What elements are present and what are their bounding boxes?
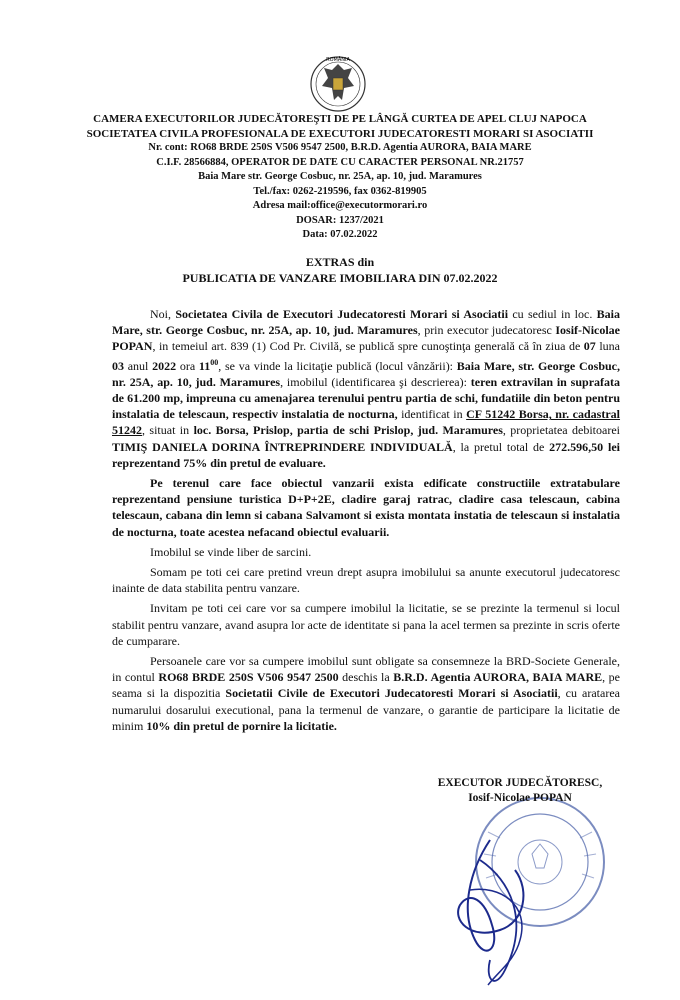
title-line: EXTRAS din (305, 255, 375, 269)
signatory-role: EXECUTOR JUDECĂTORESC, (437, 777, 603, 789)
paragraph-guarantee: Persoanele care vor sa cumpere imobilul sunt obligate sa consemneze la BRD-Societe Generale, in contul RO68 BRDE 250S V506 9547 2500 deschis la B.R.D. Agentia AURORA, BAIA MARE, pe seama si la dispozitia Societatii Civile de Executori Judecatoresti Morari si Asociatii, cu aratarea numarului dosarului executional, pana la termenul de vanzare, o garantie de participare la licitatie de minim 10% din pretul de pornire la licitatie. (112, 654, 620, 733)
coat-of-arms-icon (308, 52, 368, 114)
letterhead-line: DOSAR: 1237/2021 (296, 214, 384, 226)
letterhead-line: Baia Mare str. George Cosbuc, nr. 25A, ap. 10, jud. Maramures (198, 171, 482, 182)
letterhead (0, 112, 680, 243)
crest-label: ROMÂNIA (326, 57, 350, 63)
signature-block (400, 776, 640, 806)
handwritten-signature-icon (430, 830, 580, 1000)
letterhead-line: Tel./fax: 0262-219596, fax 0362-819905 (253, 185, 427, 197)
title-line: PUBLICATIA DE VANZARE IMOBILIARA DIN 07.02.2022 (182, 271, 498, 285)
signatory-name: Iosif-Nicolae POPAN (468, 792, 572, 804)
paragraph-announcement: Noi, Societatea Civila de Executori Judecatoresti Morari si Asociatii cu sediul in loc. Baia Mare, str. George Cosbuc, nr. 25A, ap. 10, jud. Maramures, prin executor judecatoresc Iosif-Nicolae POPAN, in temeiul art. 839 (1) Cod Pr. Civilă, se publică spre cunoştinţa generală că în ziua de 07 luna 03 anul 2022 ora $11^{00}$, se va vinde la licitaţie publică (locul vânzării): Baia Mare, str. George Cosbuc, nr. 25A, ap. 10, jud. Maramures, imobilul (identificarea şi descrierea): teren extravilan in suprafata de 61.200 mp, impreuna cu amenajarea terenului pentru partia de schi, fundatiile din beton pentru instalatia de telescaun, respectiv instalatia de nocturna, identificat in CF 51242 Borsa, nr. cadastral 51242, situat in loc. Borsa, Prislop, partia de schi Prislop, jud. Maramures, proprietatea debitoarei TIMIŞ DANIELA DORINA ÎNTREPRINDERE INDIVIDUALĂ, la pretul total de 272.596,50 lei reprezentand 75% din pretul de evaluare. (112, 307, 621, 470)
letterhead-line: SOCIETATEA CIVILA PROFESIONALA DE EXECUTORI JUDECATORESTI MORARI SI ASOCIATII (86, 127, 594, 140)
document-body (112, 306, 620, 738)
letterhead-line: CAMERA EXECUTORILOR JUDECĂTOREŞTI DE PE LÂNGĂ CURTEA DE APEL CLUJ NAPOCA (93, 113, 587, 125)
letterhead-line: C.I.F. 28566884, OPERATOR DE DATE CU CARACTER PERSONAL NR.21757 (156, 156, 524, 168)
letterhead-line: Data: 07.02.2022 (302, 229, 378, 240)
paragraph-summons: Somam pe toti cei care pretind vreun drept asupra imobilului sa anunte executorul judecatoresc inainte de data stabilita pentru vanzare. (112, 565, 620, 596)
paragraph-encumbrances: Imobilul se vinde liber de sarcini. (150, 544, 312, 559)
paragraph-invitation: Invitam pe toti cei care vor sa cumpere imobilul la licitatie, se se prezinte la termenul si locul stabilit pentru vanzare, avand asupra lor acte de identitate si pana la acel termen sa prezinte in scris oferte de cumparare. (112, 601, 620, 648)
letterhead-line: Nr. cont: RO68 BRDE 250S V506 9547 2500, B.R.D. Agentia AURORA, BAIA MARE (148, 142, 532, 153)
letterhead-line: Adresa mail:office@executormorari.ro (252, 200, 428, 211)
document-title (0, 254, 680, 286)
paragraph-constructions: Pe terenul care face obiectul vanzarii exista edificate constructiile extratabulare reprezentand pensiune turistica D+P+2E, cladire garaj ratrac, cladire casa telescaun, cabina telescaun, cabana din lemn si cabana Salvamont si exista montata instatia de telescaun si instalatia de nocturna, toate acestea nefacand obiectul evaluarii. (112, 476, 620, 539)
